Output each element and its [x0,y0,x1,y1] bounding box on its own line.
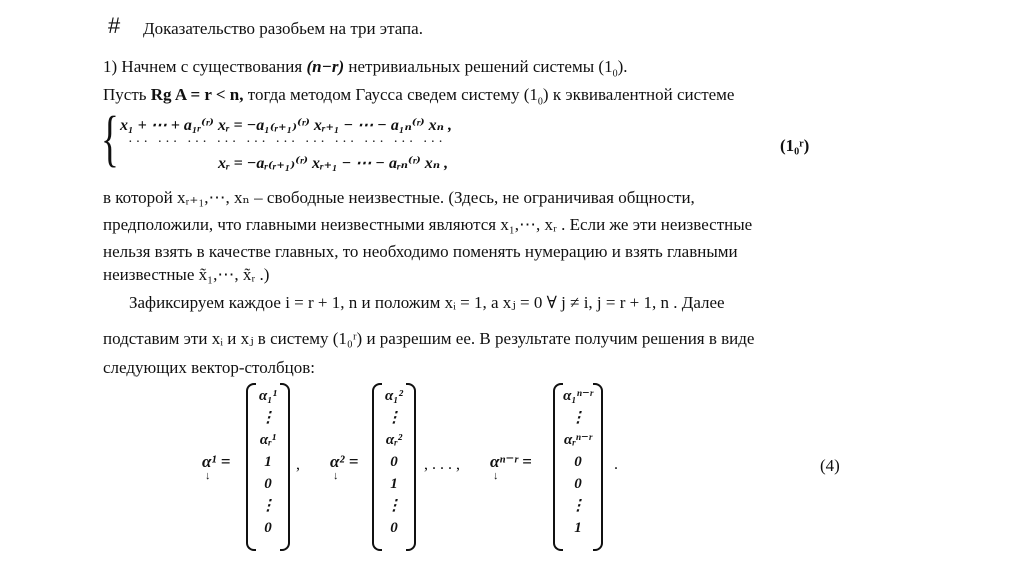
intro-term: (n−r) [306,57,345,76]
paragraph-line-3: нельзя взять в качестве главных, то необходимо поменять нумерацию и взять главными [103,242,738,261]
columns-line: следующих вектор-столбцов: [103,358,316,377]
separator-period: . [614,456,618,473]
down-arrow-icon: ↓ [333,470,339,482]
substitute-line: подставим эти xᵢ и xⱼ в систему (1₀ʳ) и разрешим ее. В результате получим решения в виде [103,329,755,348]
separator-dots: , . . . , [424,456,460,473]
vector-1 [246,383,290,549]
fix-line: Зафиксируем каждое i = r + 1, n и положим xᵢ = 1, а xⱼ = 0 ∀ j ≠ i, j = r + 1, n . Далее [129,293,725,312]
intro-sub: 0 [612,68,618,80]
vector-entry: 1 [264,454,272,470]
vector-entry: ⋮ [260,498,276,514]
let-sub: 0 [537,96,543,108]
system-row-2: xᵣ = −aᵣ₍ᵣ₊₁₎⁽ʳ⁾ xᵣ₊₁ − ⋯ − aᵣₙ⁽ʳ⁾ xₙ , [218,155,449,172]
vector-entry: ⋮ [386,410,402,426]
vector-entry: 0 [264,520,272,536]
down-arrow-icon: ↓ [205,470,211,482]
vector-entry: ⋮ [386,498,402,514]
intro-line [103,57,628,84]
let-line [103,85,734,112]
vector-3 [553,383,603,549]
let-b: тогда методом Гаусса сведем систему (1 [247,85,538,104]
vector-entry: 0 [264,476,272,492]
let-rank: Rg A = r < n, [150,85,244,104]
vector-1-entries [246,385,290,539]
vector-entry: 0 [390,520,398,536]
vector-entry: αᵣ² [385,432,403,448]
equation-number: (4) [820,456,840,475]
let-a: Пусть [103,85,147,104]
system-brace: { [101,105,119,173]
vector-entry: 1 [390,476,398,492]
paragraph-line-1: в которой xᵣ₊₁,⋯, xₙ – свободные неизвестные. (Здесь, не ограничивая общности, [103,188,695,207]
vector-entry: 0 [574,476,582,492]
down-arrow-icon: ↓ [493,470,499,482]
vector-3-label: αⁿ⁻ʳ = [490,452,532,471]
system-dots: ··· ··· ··· ··· ··· ··· ··· ··· ··· ··· ··· [128,135,446,150]
paragraph-line-2: предположили, что главными неизвестными являются x₁,⋯, xᵣ . Если же эти неизвестные [103,215,753,234]
vector-entry: α₁¹ [258,388,278,404]
vector-2-label: α² = [330,452,359,471]
vector-entry: αᵣⁿ⁻ʳ [564,432,592,448]
intro-tail: ). [617,57,628,76]
intro-rest: нетривиальных решений системы (1 [348,57,613,76]
vector-entry: 0 [390,454,398,470]
separator-comma: , [296,456,300,473]
vector-entry: αᵣ¹ [259,432,277,448]
vector-2 [372,383,416,549]
let-c: ) к эквивалентной системе [542,85,735,104]
system-row-1: x₁ + ⋯ + a₁ᵣ⁽ʳ⁾ xᵣ = −a₁₍ᵣ₊₁₎⁽ʳ⁾ xᵣ₊₁ − ⋯ − a₁ₙ⁽ʳ⁾ xₙ , [120,117,452,134]
heading-hash: # [108,13,121,38]
vector-3-entries [553,385,603,539]
system-label: (1₀ʳ) [780,136,810,155]
intro-step: 1) Начнем с существования [103,57,303,76]
vector-1-label: α¹ = [202,452,231,471]
vector-entry: ⋮ [570,410,586,426]
vector-entry: 1 [574,520,582,536]
vector-entry: 0 [574,454,582,470]
vector-entry: α₁ⁿ⁻ʳ [563,388,593,404]
vector-entry: ⋮ [260,410,276,426]
vector-entry: ⋮ [570,498,586,514]
heading-title: Доказательство разобьем на три этапа. [143,19,423,38]
vector-2-entries [372,385,416,539]
paragraph-line-4: неизвестные x̃₁,⋯, x̃ᵣ .) [103,265,270,284]
vector-entry: α₁² [384,388,404,404]
